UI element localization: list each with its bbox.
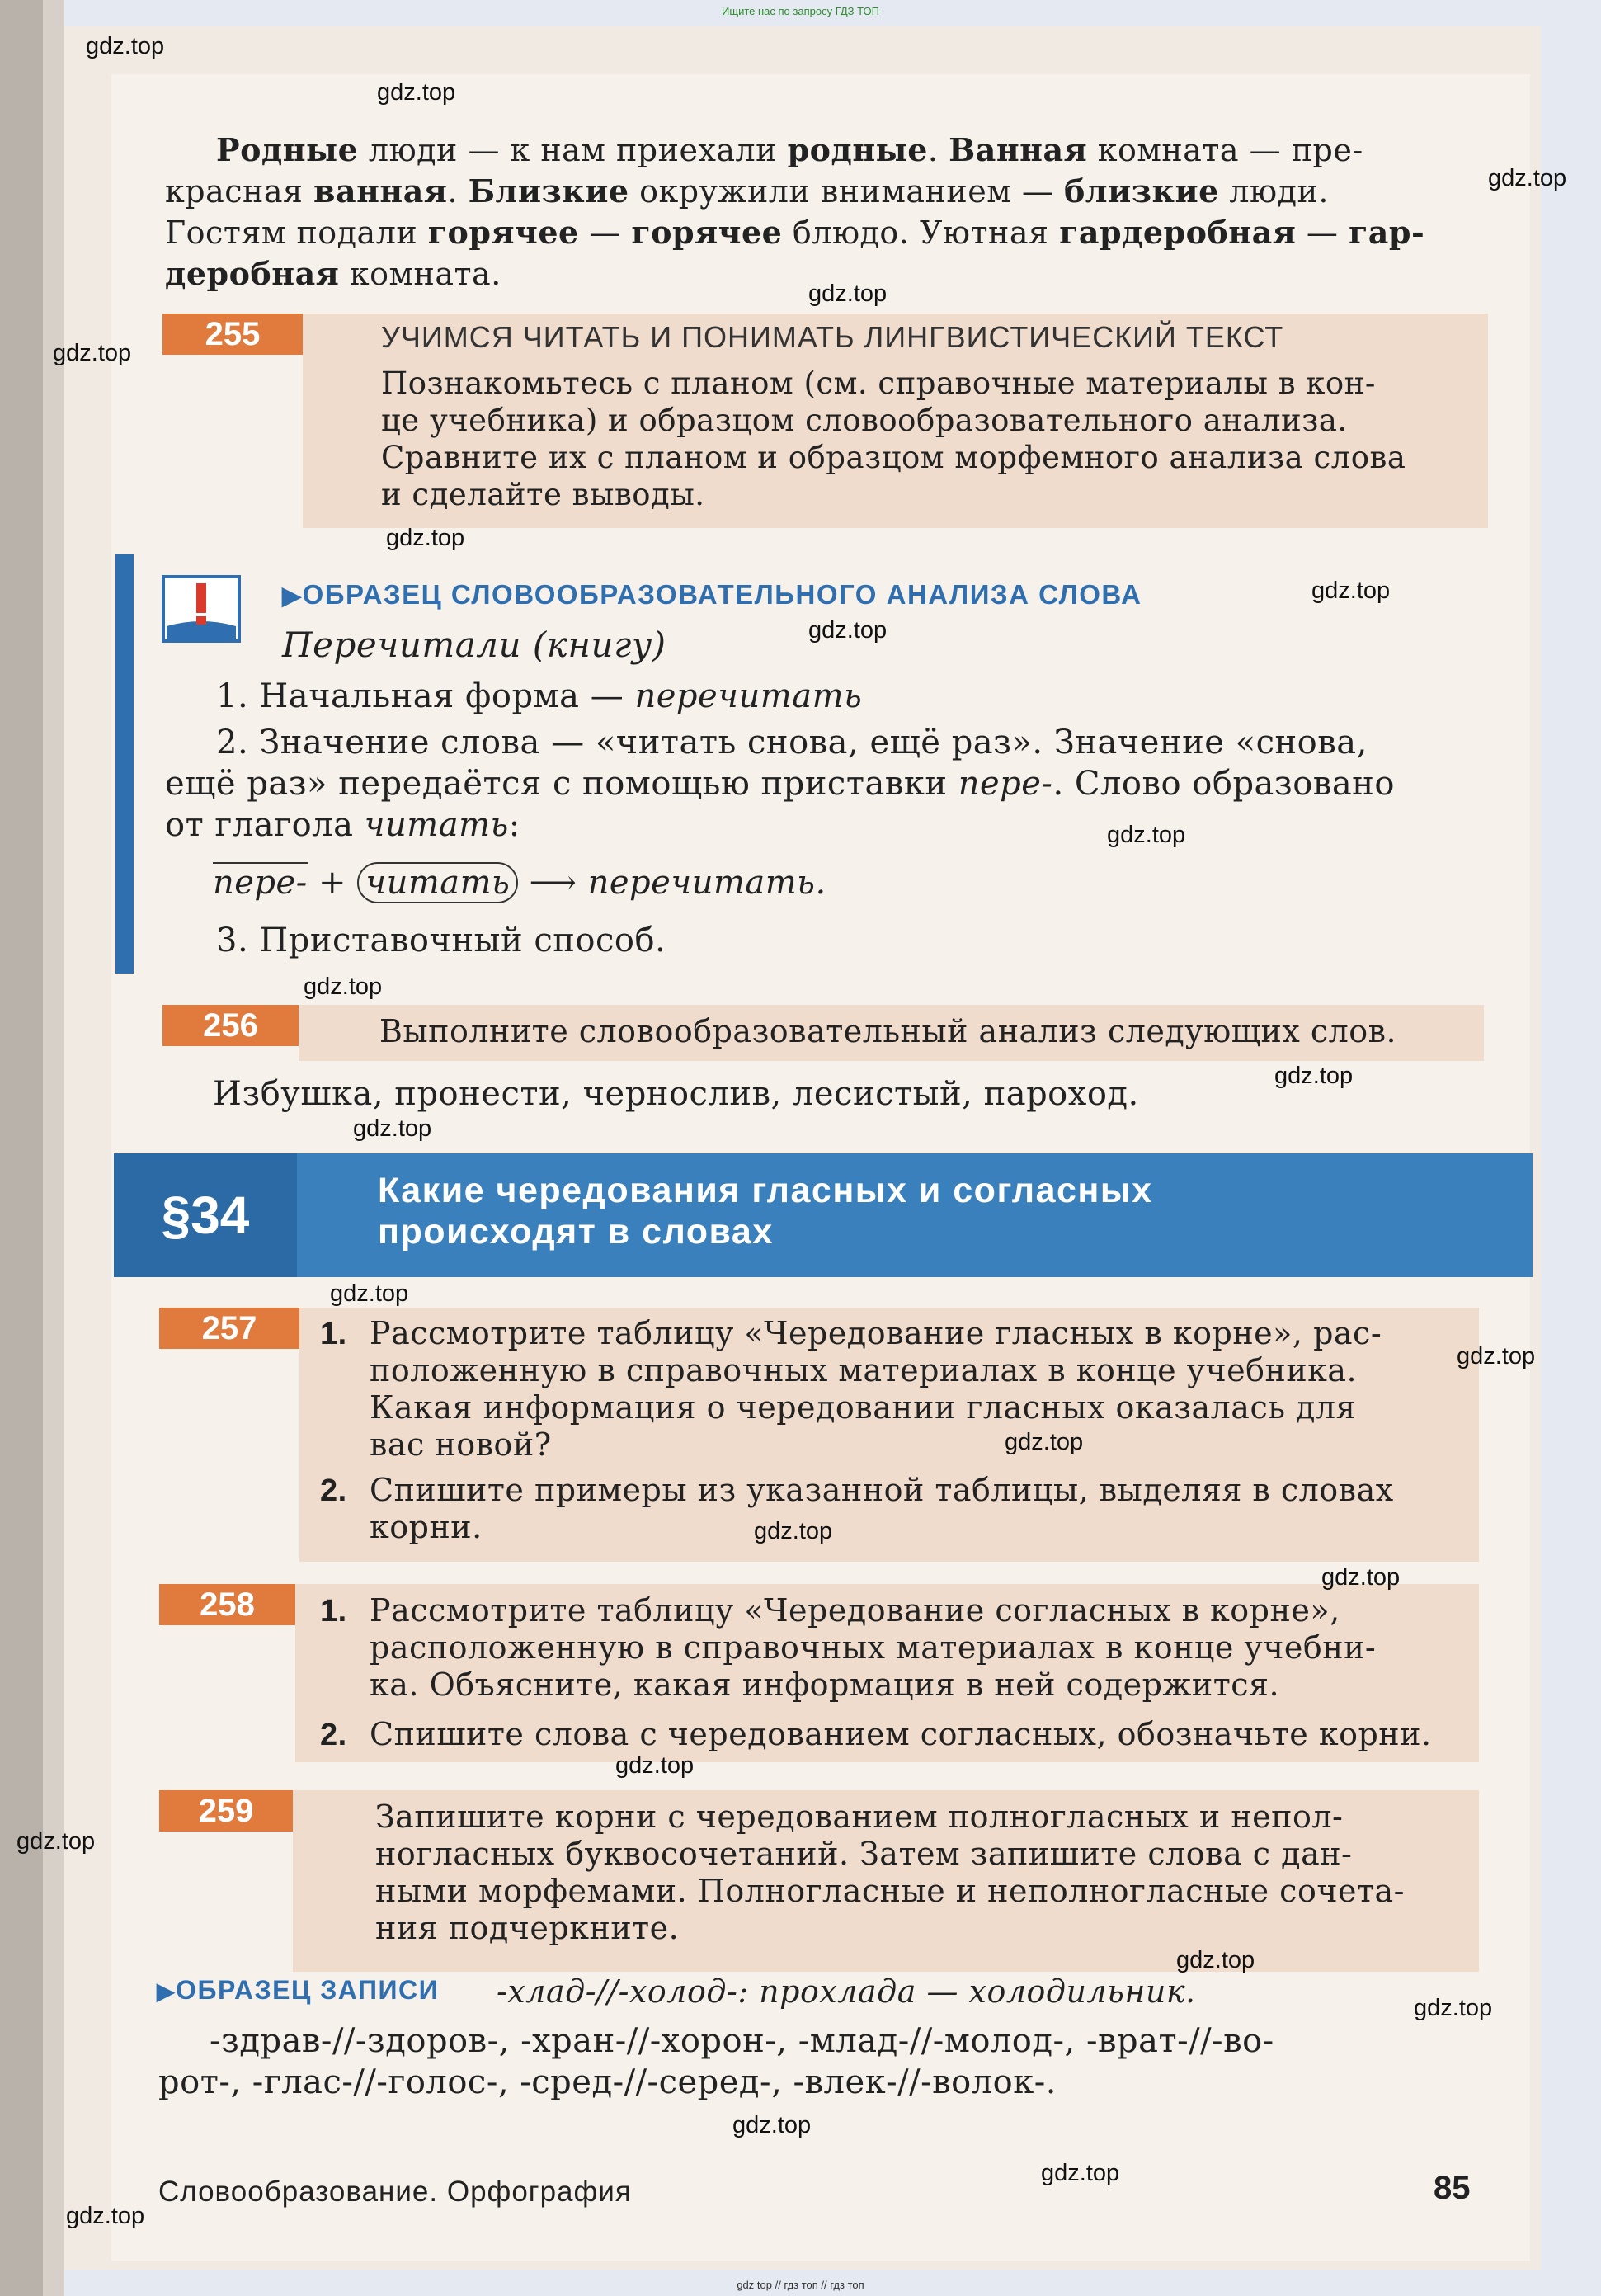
watermark: gdz.top	[1414, 1995, 1493, 2021]
sample-step-2-line-1: 2. Значение слова — «читать снова, ещё раз». Значение «снова,	[216, 724, 1368, 761]
exercise-256-words: Избушка, пронести, чернослив, лесистый, пароход.	[213, 1075, 1139, 1113]
bottom-notice: gdz top // гдз топ // гдз топ	[737, 2279, 864, 2291]
watermark: gdz.top	[16, 1828, 96, 1855]
watermark: gdz.top	[66, 2203, 145, 2229]
exercise-259-text: Запишите корни с чередованием полногласных и непол- ногласных буквосочетаний. Затем запишите слова с дан- ными морфемами. Полногласные и неполногласные сочета- ния подчеркните.	[375, 1799, 1405, 1946]
exercise-258-item-2: 2. Спишите слова с чередованием согласных, обозначьте корни.	[320, 1716, 1432, 1752]
watermark: gdz.top	[615, 1752, 695, 1779]
watermark: gdz.top	[86, 33, 165, 59]
sample-step-2-line-2: ещё раз» передаётся с помощью приставки пере-. Слово образовано	[165, 765, 1395, 803]
record-line-2: рот-, -глас-//-голос-, -сред-//-серед-, -влек-//-волок-.	[158, 2063, 1057, 2101]
attention-book-icon	[162, 575, 241, 643]
exercise-257-item-1: 1. Рассмотрите таблицу «Чередование гласных в корне», рас- положенную в справочных материалах в конце учебника. Какая информация о чередовании гласных оказалась для вас новой?	[320, 1315, 1382, 1463]
watermark: gdz.top	[754, 1518, 833, 1544]
watermark: gdz.top	[1176, 1947, 1255, 1973]
watermark: gdz.top	[386, 525, 465, 551]
intro-line-1: Родные люди — к нам приехали родные. Ванная комната — пре-	[216, 131, 1363, 168]
watermark: gdz.top	[1274, 1063, 1354, 1089]
intro-line-2: красная ванная. Близкие окружили вниманием — близкие люди.	[165, 172, 1329, 210]
exercise-258-item-1: 1. Рассмотрите таблицу «Чередование согласных в корне», расположенную в справочных материалах в конце учебни- ка. Объясните, какая информация в ней содержится.	[320, 1592, 1377, 1703]
triangle-marker-icon: ▶	[282, 582, 303, 610]
sample-step-1: 1. Начальная форма — перечитать	[216, 677, 863, 715]
watermark: gdz.top	[1457, 1343, 1536, 1370]
watermark: gdz.top	[808, 617, 888, 644]
formula-root: читать	[357, 862, 518, 903]
record-heading: ▶ОБРАЗЕЦ ЗАПИСИ	[157, 1975, 440, 2005]
watermark: gdz.top	[377, 79, 456, 106]
watermark: gdz.top	[1041, 2160, 1120, 2186]
watermark: gdz.top	[808, 281, 888, 307]
arrow-icon: ⟶	[529, 864, 577, 902]
watermark: gdz.top	[1005, 1429, 1084, 1455]
triangle-marker-icon: ▶	[157, 1978, 177, 2004]
watermark: gdz.top	[353, 1115, 432, 1142]
formula-prefix: пере-	[213, 864, 308, 902]
sample-heading: ▶ОБРАЗЕЦ СЛОВООБРАЗОВАТЕЛЬНОГО АНАЛИЗА СЛОВА	[282, 579, 1142, 610]
exercise-number-259: 259	[159, 1790, 293, 1832]
watermark: gdz.top	[330, 1280, 409, 1307]
watermark: gdz.top	[1311, 578, 1391, 604]
top-notice: Ищите нас по запросу ГДЗ ТОП	[722, 5, 879, 17]
book-spine-shadow	[0, 0, 43, 2296]
sample-step-3: 3. Приставочный способ.	[216, 922, 666, 959]
intro-line-4: деробная комната.	[165, 255, 501, 292]
watermark: gdz.top	[1488, 165, 1567, 191]
exercise-256-task: Выполните словообразовательный анализ следующих слов.	[379, 1013, 1397, 1049]
exercise-255-text: Познакомьтесь с планом (см. справочные материалы в кон- це учебника) и образцом словообразовательного анализа. Сравните их с планом и образцом морфемного анализа слова и сделайте выводы.	[381, 365, 1406, 512]
exercise-number-255: 255	[162, 314, 303, 355]
watermark: gdz.top	[1321, 1564, 1401, 1591]
exercise-257-item-2: 2. Спишите примеры из указанной таблицы, выделяя в словах корни.	[320, 1472, 1394, 1545]
exercise-255-heading: УЧИМСЯ ЧИТАТЬ И ПОНИМАТЬ ЛИНГВИСТИЧЕСКИЙ ТЕКСТ	[381, 320, 1284, 354]
record-line-1: -здрав-//-здоров-, -хран-//-хорон-, -млад-//-молод-, -врат-//-во-	[210, 2022, 1274, 2060]
sample-step-2-line-3: от глагола читать:	[165, 806, 520, 844]
paragraph-number: §34	[114, 1153, 297, 1277]
sample-left-bar	[115, 554, 134, 974]
exercise-number-258: 258	[159, 1584, 295, 1625]
paragraph-title: Какие чередования гласных и согласных происходят в словах	[378, 1171, 1153, 1252]
page-number: 85	[1434, 2170, 1471, 2206]
exercise-number-256: 256	[162, 1005, 299, 1046]
watermark: gdz.top	[1107, 822, 1186, 848]
watermark: gdz.top	[53, 340, 132, 366]
intro-line-3: Гостям подали горячее — горячее блюдо. Уютная гардеробная — гар-	[165, 214, 1425, 251]
sample-formula: пере- + читать ⟶ перечитать.	[213, 864, 826, 902]
watermark: gdz.top	[732, 2112, 812, 2138]
sample-word: Перечитали (книгу)	[282, 625, 666, 665]
watermark: gdz.top	[304, 974, 383, 1000]
record-example: -хлад-//-холод-: прохлада — холодильник.	[497, 1973, 1196, 2010]
exercise-number-257: 257	[159, 1308, 299, 1349]
footer-section-title: Словообразование. Орфография	[158, 2176, 632, 2208]
